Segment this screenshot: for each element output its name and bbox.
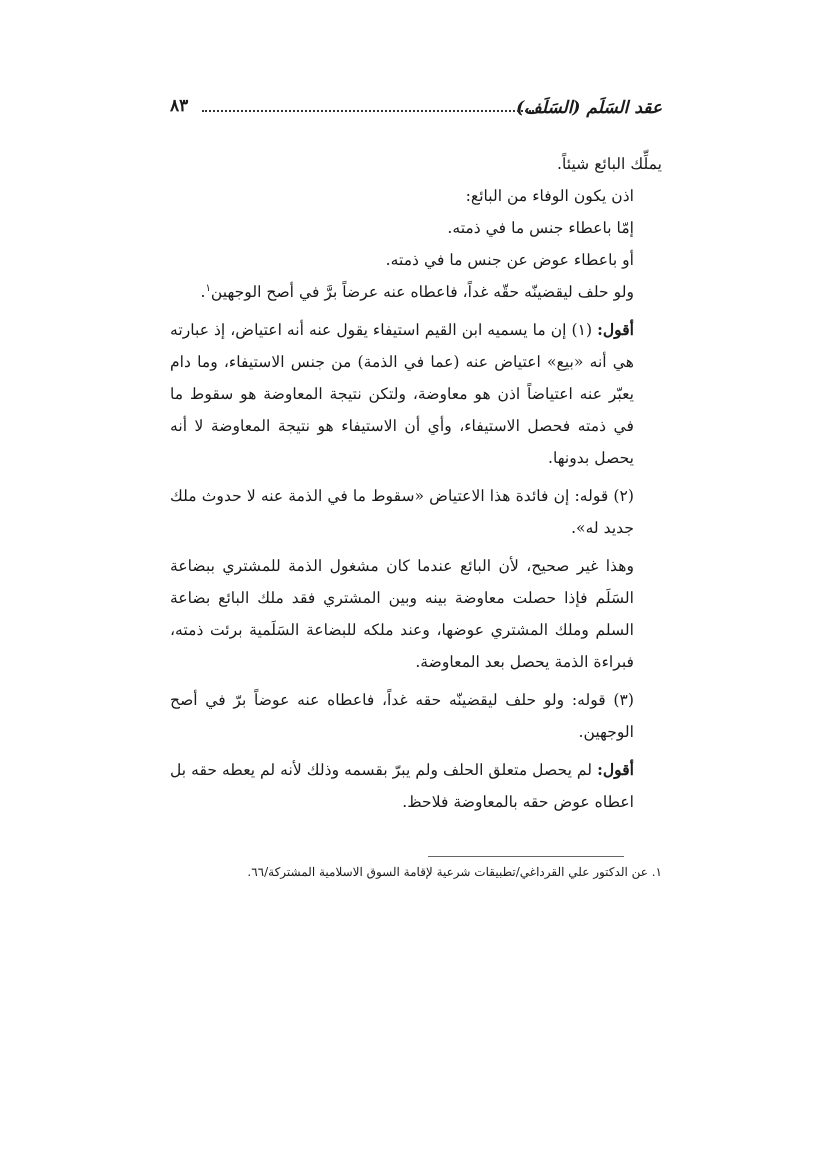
- paragraph-text: (١) إن ما يسميه ابن القيم استيفاء يقول عنه أنه اعتياض، إذ عبارته هي أنه «بيع» اعتياض عنه (عما في الذمة) من جنس الاستيفاء، وما دام يعبّر عنه اعتياضاً اذن هو معاوضة، ولتكن نتيجة المعاوضة هو سقوط ما في ذمته فحصل الاستيفاء، وأي أن الاستيفاء هو نتيجة المعاوضة لا أنه يحصل بدونها.: [170, 321, 634, 467]
- header-title: عقد السَلَم (السَلَف): [516, 98, 662, 118]
- term-aqul: أقول:: [597, 320, 634, 339]
- running-header: [170, 96, 662, 126]
- text-line: ولو حلف ليقضينّه حقّه غداً، فاعطاه عنه عرضاً برَّ في أصح الوجهين$^١$.: [200, 282, 634, 301]
- paragraph: وهذا غير صحيح، لأن البائع عندما كان مشغول الذمة للمشتري ببضاعة السَلَم فإذا حصلت معاوضة بينه وبين المشتري فقد ملك البائع بضاعة السلم وملك المشتري عوضها، وعند ملكه للبضاعة السَلَمية برئت ذمته، فبراءة الذمة يحصل بعد المعاوضة.: [170, 557, 634, 671]
- paragraph: (٣) قوله: ولو حلف ليقضينّه حقه غداً، فاعطاه عنه عوضاً برّ في أصح الوجهين.: [170, 691, 634, 741]
- header-dotted-leader: [202, 110, 534, 112]
- text-line: إمّا باعطاء جنس ما في ذمته.: [447, 219, 634, 237]
- text-line: أو باعطاء عوض عن جنس ما في ذمته.: [385, 251, 634, 269]
- footnote: ١. عن الدكتور علي القرداغي/تطبيقات شرعية لإقامة السوق الاسلامية المشتركة/٦٦.: [247, 865, 662, 879]
- main-text: [170, 148, 662, 818]
- footnote-separator: [428, 856, 624, 857]
- footnote-reference: ١: [205, 282, 211, 294]
- page-number: ٨٣: [170, 96, 189, 116]
- text-line: يملِّك البائع شيئاً.: [557, 155, 662, 173]
- text-line: اذن يكون الوفاء من البائع:: [465, 187, 634, 205]
- text-line-content: ولو حلف ليقضينّه حقّه غداً، فاعطاه عنه عرضاً برَّ في أصح الوجهين: [210, 283, 634, 301]
- paragraph: [170, 314, 662, 474]
- term-aqul: أقول:: [597, 760, 634, 779]
- paragraph-text: لم يحصل متعلق الحلف ولم يبرّ بقسمه وذلك لأنه لم يعطه حقه بل اعطاه عوض حقه بالمعاوضة فلاحظ.: [170, 761, 634, 811]
- paragraph: [170, 754, 662, 818]
- paragraph: (٢) قوله: إن فائدة هذا الاعتياض «سقوط ما في الذمة عنه لا حدوث ملك جديد له».: [170, 487, 634, 537]
